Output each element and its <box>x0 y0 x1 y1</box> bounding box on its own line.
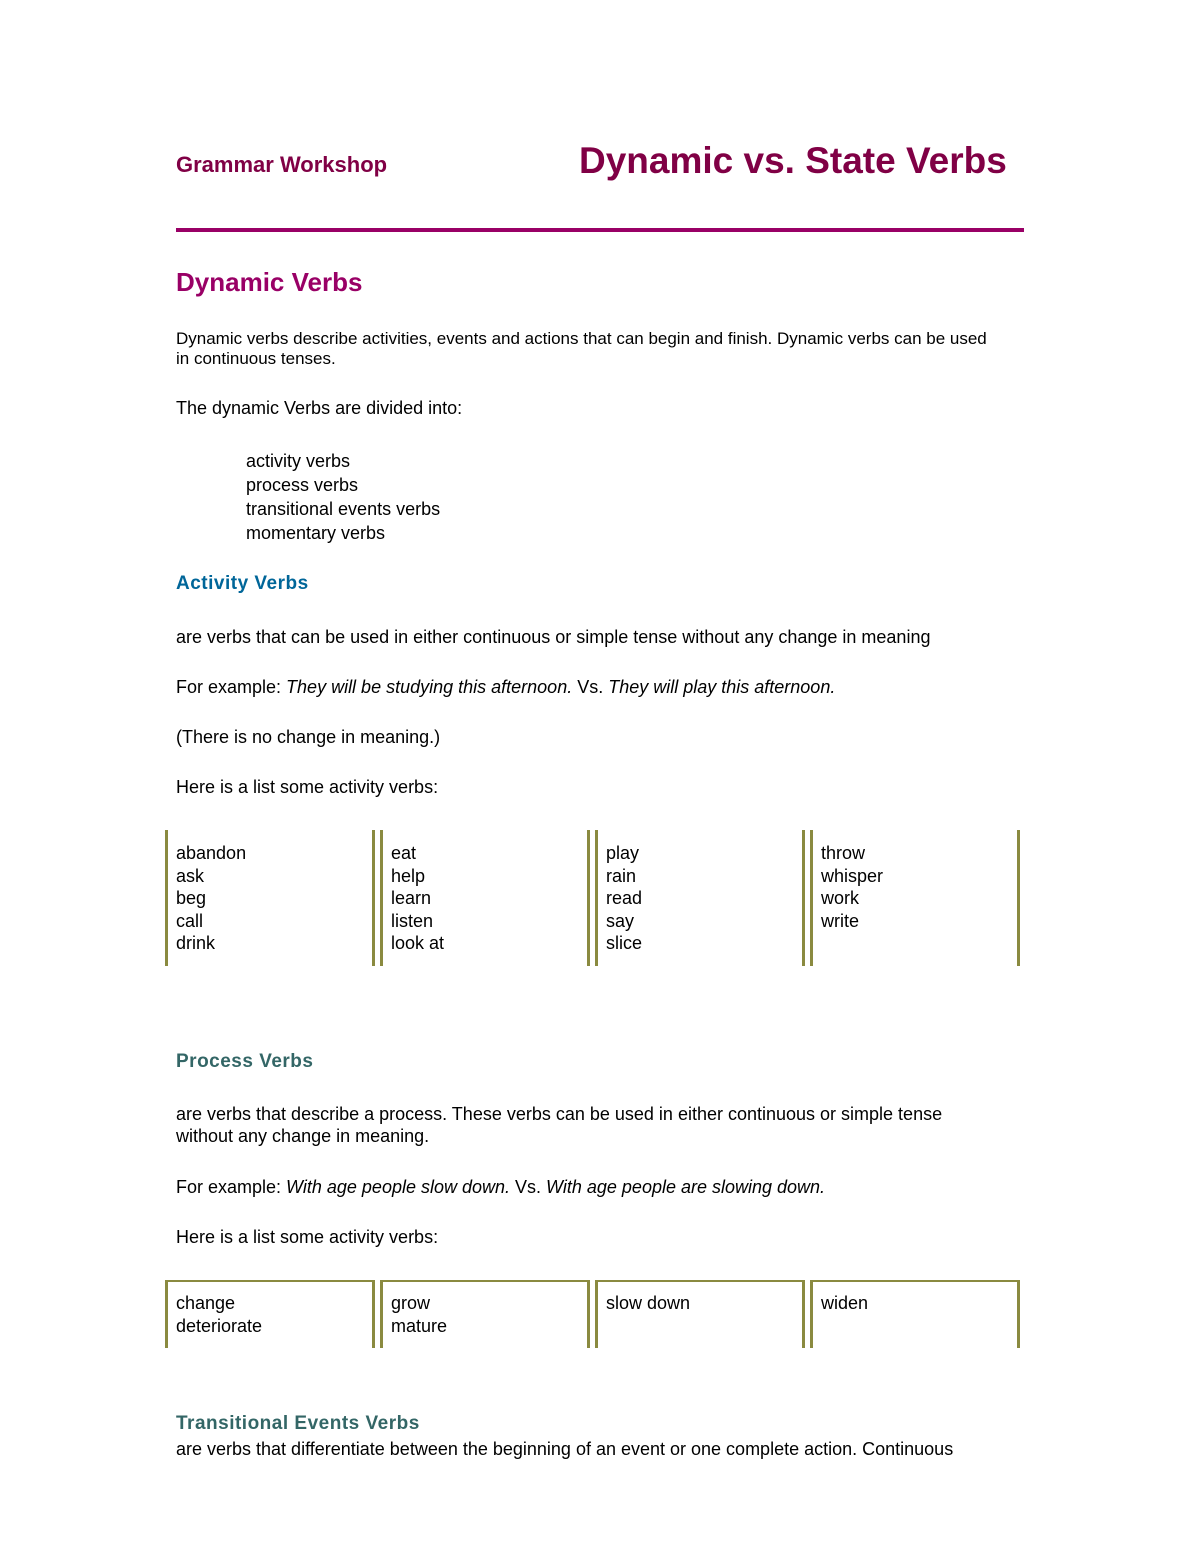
table-cell: deteriorate <box>176 1315 263 1336</box>
table-cell: whisper <box>821 865 884 886</box>
activity-verbs-table <box>165 830 1019 966</box>
example-vs: Vs. <box>510 1177 547 1197</box>
list-item: momentary verbs <box>246 523 386 543</box>
table-cell: work <box>821 888 860 909</box>
table-cell: mature <box>391 1315 448 1336</box>
process-definition <box>176 1103 1036 1147</box>
dynamic-intro <box>176 329 1026 369</box>
table-cell: read <box>606 888 643 909</box>
table-cell: write <box>821 910 860 931</box>
activity-verbs-heading: Activity Verbs <box>176 573 309 594</box>
table-column <box>595 830 805 966</box>
process-list-intro: Here is a list some activity verbs: <box>176 1227 439 1247</box>
transitional-definition: are verbs that differentiate between the beginning of an event or one complete action. Continuous <box>176 1439 954 1459</box>
dynamic-intro-line2: in continuous tenses. <box>176 349 336 368</box>
table-cell: look at <box>391 933 445 954</box>
table-cell: slice <box>606 933 643 954</box>
table-cell: drink <box>176 933 216 954</box>
table-cell: widen <box>821 1293 869 1313</box>
process-verbs-heading: Process Verbs <box>176 1051 314 1072</box>
example-sentence-b: With age people are slowing down. <box>546 1177 826 1197</box>
activity-list-intro: Here is a list some activity verbs: <box>176 777 439 797</box>
example-prefix: For example: <box>176 1177 287 1197</box>
activity-example <box>176 676 1036 698</box>
table-cell: grow <box>391 1293 431 1313</box>
table-cell: rain <box>606 865 637 886</box>
table-cell: beg <box>176 888 207 909</box>
table-column <box>810 1280 1020 1348</box>
example-vs: Vs. <box>572 677 609 697</box>
example-sentence-a: They will be studying this afternoon. <box>286 677 573 697</box>
process-verbs-table <box>165 1280 1019 1348</box>
example-sentence-a: With age people slow down. <box>286 1177 511 1197</box>
table-cell: say <box>606 910 635 931</box>
table-cell: learn <box>391 888 432 909</box>
activity-note: (There is no change in meaning.) <box>176 727 441 747</box>
table-cell: listen <box>391 910 434 931</box>
example-prefix: For example: <box>176 677 287 697</box>
workshop-label: Grammar Workshop <box>176 152 388 177</box>
table-cell: throw <box>821 843 866 863</box>
table-cell: help <box>391 865 426 886</box>
table-cell: play <box>606 843 640 863</box>
list-item: activity verbs <box>246 451 351 471</box>
page-title: Dynamic vs. State Verbs <box>579 140 1007 181</box>
table-column <box>595 1280 805 1348</box>
table-cell: abandon <box>176 843 247 863</box>
table-column <box>810 830 1020 966</box>
table-column <box>165 830 375 966</box>
divided-into-text: The dynamic Verbs are divided into: <box>176 398 463 418</box>
table-cell: slow down <box>606 1293 691 1313</box>
table-column <box>380 1280 590 1348</box>
activity-definition: are verbs that can be used in either continuous or simple tense without any change in meaning <box>176 627 931 647</box>
table-column <box>380 830 590 966</box>
process-definition-line1: are verbs that describe a process. These verbs can be used in either continuous or simple tense <box>176 1104 943 1124</box>
table-cell: change <box>176 1293 236 1313</box>
header-divider <box>176 228 1024 232</box>
dynamic-verbs-heading: Dynamic Verbs <box>176 267 363 297</box>
table-cell: ask <box>176 865 205 886</box>
dynamic-intro-line1: Dynamic verbs describe activities, events and actions that can begin and finish. Dynamic verbs can be used <box>176 329 987 348</box>
process-definition-line2: without any change in meaning. <box>176 1126 430 1146</box>
table-column <box>165 1280 375 1348</box>
transitional-verbs-heading: Transitional Events Verbs <box>176 1413 420 1434</box>
list-item: process verbs <box>246 475 359 495</box>
example-sentence-b: They will play this afternoon. <box>608 677 836 697</box>
dynamic-verb-types-list <box>246 449 440 545</box>
table-cell: call <box>176 910 204 931</box>
process-example <box>176 1176 1036 1198</box>
list-item: transitional events verbs <box>246 499 441 519</box>
table-cell: eat <box>391 843 417 863</box>
